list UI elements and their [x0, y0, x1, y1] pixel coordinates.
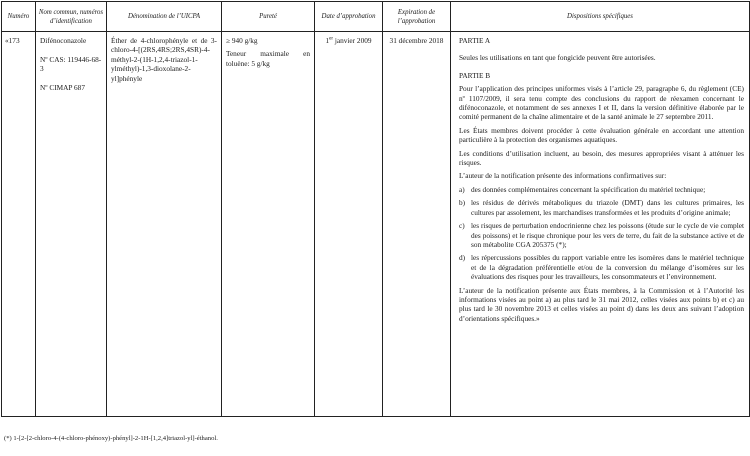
cell-expiration — [383, 32, 451, 417]
header-specific-provisions: Dispositions spécifiques — [451, 2, 750, 32]
table-header-row — [2, 2, 750, 32]
provision-paragraph-2: Les États membres doivent procéder à cette évaluation générale en accordant une attention particulière à la protection des organismes aquatiques. — [459, 125, 744, 145]
list-item: b) les résidus de dérivés métaboliques du triazole (DMT) dans les cultures primaires, les cultures par assolement, les marchandises transformées et les produits d’origine animale; — [459, 198, 744, 217]
cell-purity — [222, 32, 315, 417]
footnote: (*) 1-[2-[2-chloro-4-(4-chloro-phénoxy)-phényl]-2-1H-[1,2,4]triazol-yl]-éthanol. — [4, 435, 218, 442]
header-purity: Pureté — [222, 2, 315, 32]
list-item: d) les répercussions possibles du rapport variable entre les isomères dans le matériel technique et de la dégradation préférentielle et/ou de la conversion du mélange d’isomères sur les évaluations des risques pour les travailleurs, les consommateurs et l’environnement. — [459, 253, 744, 282]
part-a-heading: PARTIE A — [459, 36, 491, 45]
toluene-limit: Teneur maximale en toluène: 5 g/kg — [226, 49, 310, 68]
list-item: a) des données complémentaires concernant la spécification du matériel technique; — [459, 184, 706, 194]
table-row — [2, 32, 750, 417]
part-a-text: Seules les utilisations en tant que fongicide peuvent être autorisées. — [459, 53, 656, 63]
list-item: c) les risques de perturbation endocrinienne chez les poissons (étude sur le cycle de vie complet des poissons) et le risque chronique pour les vers de terre, du fait de la substance active et de son métabolite CGA 205375 (*); — [459, 221, 744, 249]
part-b-heading: PARTIE B — [459, 70, 491, 80]
header-expiration: Expiration de l’approbation — [383, 2, 451, 32]
provision-paragraph-4: L’auteur de la notification présente des informations confirmatives sur: — [459, 171, 667, 181]
iupac-name: Éther de 4-chlorophényle et de 3-chloro-4-[(2RS,4RS;2RS,4SR)-4-méthyl-2-(1H-1,2,4-triazol-1-ylméthyl)-1,3-dioxolane-2-yl]phényle — [111, 36, 217, 83]
provision-paragraph-5: L’auteur de la notification présente aux États membres, à la Commission et à l’Autorité les informations visées au point a) au plus tard le 31 mai 2012, celles visées aux points b) et c) au plus tard le 30 novembre 2013 et celles visées au point d) dans les deux ans suivant l’adoption d’orientations spécifiques.» — [459, 285, 744, 323]
cas-number: Nº CAS: 119446-68-3 — [40, 54, 102, 74]
cell-approval-date — [315, 32, 383, 417]
approval-date: 1er janvier 2009 — [325, 36, 372, 45]
header-approval-date: Date d’approbation — [315, 2, 383, 32]
cimap-number: Nº CIMAP 687 — [40, 83, 85, 92]
substance-name: Difénoconazole — [40, 36, 87, 45]
entry-number: «173 — [5, 36, 20, 45]
provision-paragraph-3: Les conditions d’utilisation incluent, au besoin, des mesures appropriées visant à atténuer les risques. — [459, 148, 744, 168]
cell-specific-provisions — [451, 32, 750, 417]
substance-table — [1, 1, 750, 417]
purity-value: ≥ 940 g/kg — [226, 36, 258, 45]
header-numero: Numéro — [2, 2, 36, 32]
cell-common-name — [36, 32, 107, 417]
expiration-date: 31 décembre 2018 — [389, 36, 444, 45]
cell-iupac-name — [107, 32, 222, 417]
provision-paragraph-1: Pour l’application des principes uniformes visés à l’article 29, paragraphe 6, du règlement (CE) nº 1107/2009, il sera tenu compte des conclusions du rapport de réexamen concernant le difénoconazole, et notamment de ses annexes I et II, dans la version définitive élaborée par le comité permanent de la chaîne alimentaire et de la santé animale le 27 septembre 2011. — [459, 84, 744, 122]
header-iupac-name: Dénomination de l’UICPA — [107, 2, 222, 32]
cell-numero — [2, 32, 36, 417]
header-common-name: Nom commun, numéros d’identification — [36, 2, 107, 32]
